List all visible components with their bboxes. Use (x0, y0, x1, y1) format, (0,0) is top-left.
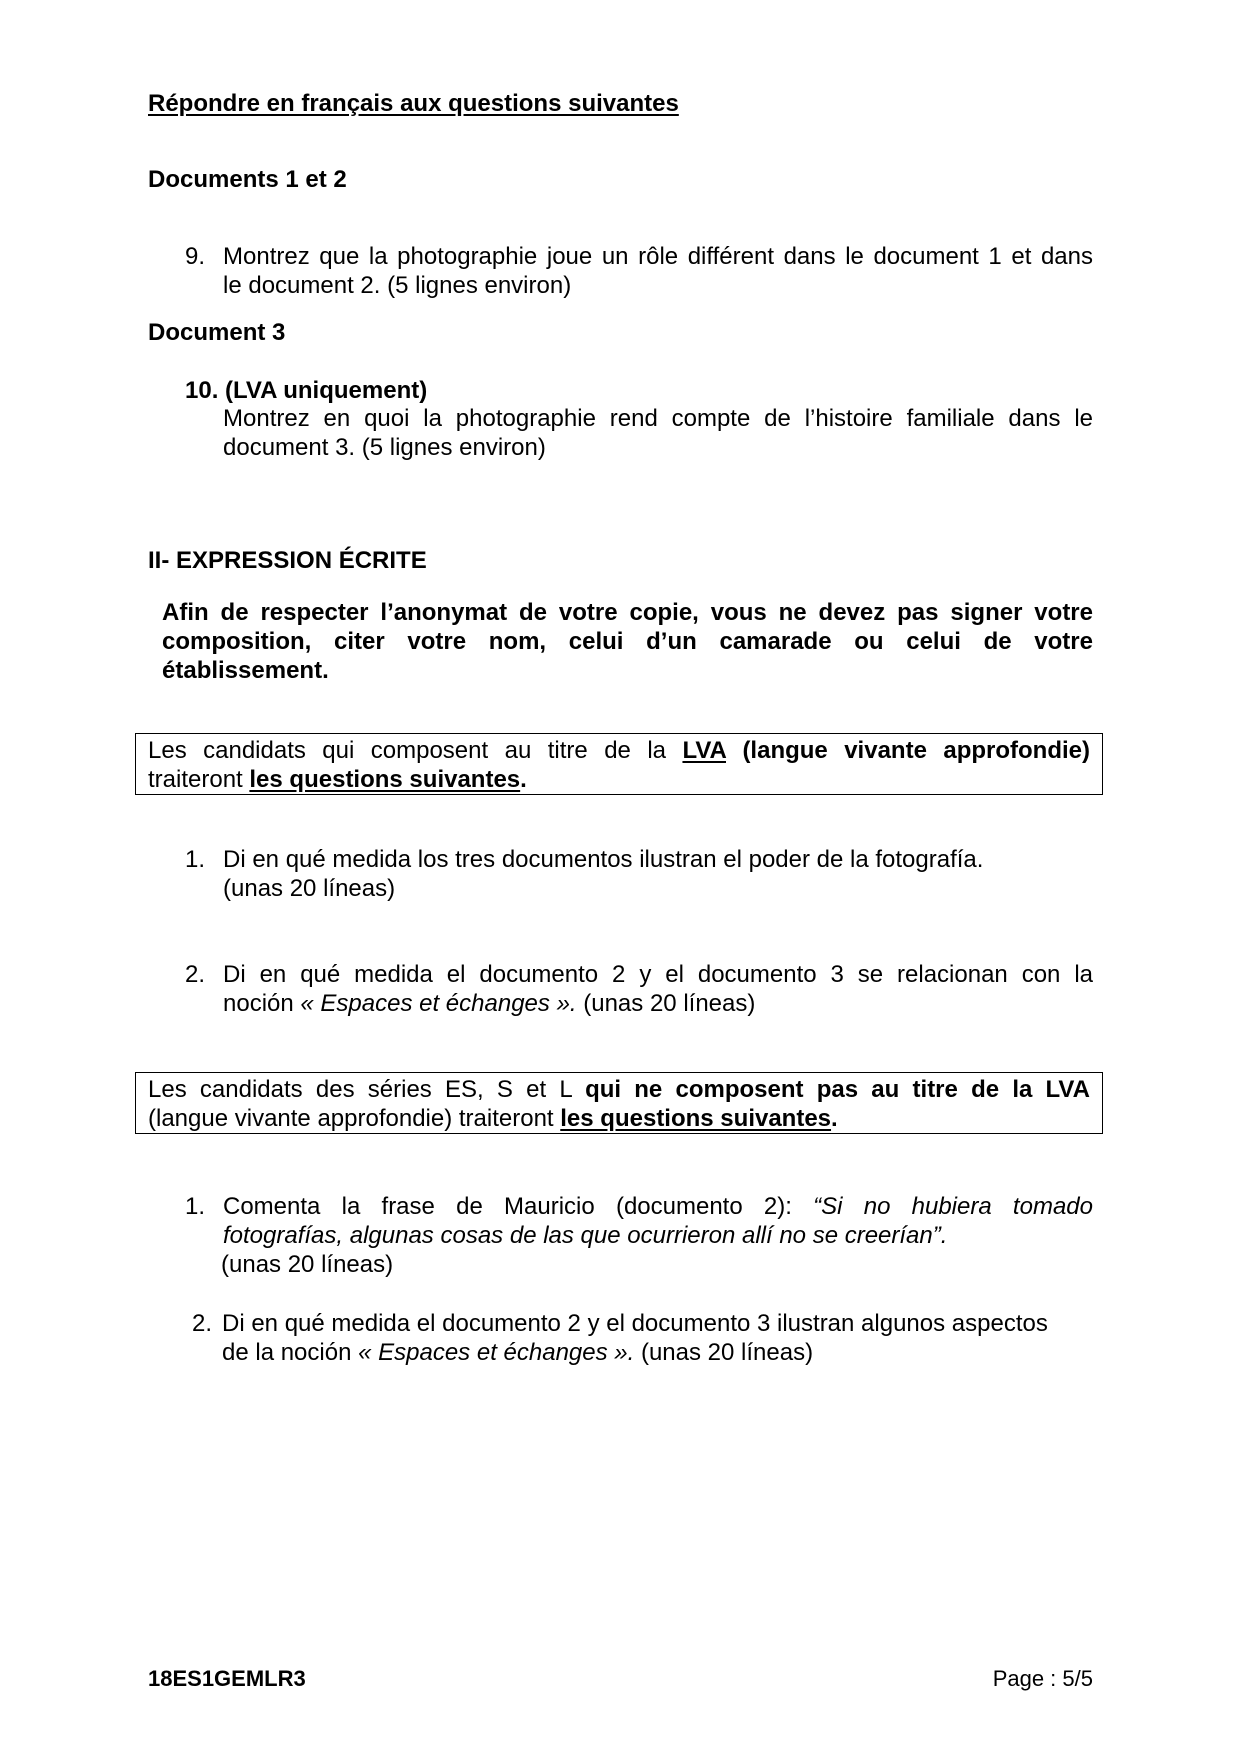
question-9-line-1: Montrez que la photographie joue un rôle différent dans le document 1 et dans (223, 243, 1093, 270)
lva-box-dot: . (520, 766, 527, 793)
non-lva-box-line-2 (148, 1104, 1090, 1133)
non-lva-box-text-1: Les candidats des séries ES, S et L (148, 1076, 586, 1103)
non-lva-question-2-number: 2. (192, 1310, 213, 1337)
lva-instruction-box (135, 733, 1103, 795)
question-10-line-2: document 3. (5 lignes environ) (223, 434, 546, 461)
lva-box-text-2: traiteront (148, 766, 250, 793)
non-lva-question-1-quote-start: “Si no hubiera tomado (813, 1193, 1093, 1220)
question-9-line-2: le document 2. (5 lignes environ) (223, 272, 572, 299)
lva-question-2-line-1: Di en qué medida el documento 2 y el documento 3 se relacionan con la (223, 961, 1093, 988)
lva-box-questions: les questions suivantes (249, 766, 521, 793)
lva-question-2-quote: « Espaces et échanges ». (300, 990, 577, 1017)
notice-line-3: établissement. (162, 657, 329, 684)
non-lva-question-1-line-2: fotografías, algunas cosas de las que ocurrieron allí no se creerían”. (223, 1222, 948, 1249)
section-document-3: Document 3 (148, 319, 286, 346)
non-lva-box-text-2: (langue vivante approfondie) traiteront (148, 1105, 561, 1132)
non-lva-question-2-quote: « Espaces et échanges ». (358, 1339, 635, 1366)
non-lva-box-bold: qui ne composent pas au titre de la LVA (585, 1076, 1090, 1103)
lva-box-lva-expansion: (langue vivante approfondie) (726, 737, 1091, 764)
non-lva-question-1-line-3: (unas 20 líneas) (221, 1251, 394, 1278)
non-lva-question-1-number: 1. (185, 1193, 206, 1220)
lva-box-line-1 (148, 736, 1090, 765)
lva-question-2-line-2 (223, 989, 755, 1018)
lva-question-2-lines: (unas 20 líneas) (576, 990, 756, 1017)
lva-box-line-2 (148, 765, 1090, 794)
non-lva-box-questions: les questions suivantes (560, 1105, 832, 1132)
notice-line-1: Afin de respecter l’anonymat de votre copie, vous ne devez pas signer votre (162, 599, 1093, 626)
lva-question-2-text: noción (223, 990, 301, 1017)
section-documents-1-2: Documents 1 et 2 (148, 166, 347, 193)
lva-question-1-number: 1. (185, 846, 206, 873)
non-lva-question-1-text: Comenta la frase de Mauricio (documento 2): (223, 1193, 814, 1220)
non-lva-box-dot: . (831, 1105, 838, 1132)
notice-line-2: composition, citer votre nom, celui d’un camarade ou celui de votre (162, 628, 1093, 655)
footer-exam-code: 18ES1GEMLR3 (148, 1666, 306, 1691)
question-10-header: 10. (LVA uniquement) (185, 377, 428, 404)
non-lva-question-1-line-1 (223, 1192, 1093, 1221)
section-expression-ecrite: II- EXPRESSION ÉCRITE (148, 547, 427, 574)
question-10-line-1: Montrez en quoi la photographie rend compte de l’histoire familiale dans le (223, 405, 1093, 432)
lva-question-2-number: 2. (185, 961, 206, 988)
question-9-number: 9. (185, 243, 206, 270)
non-lva-question-2-line-2 (222, 1338, 813, 1367)
non-lva-instruction-box (135, 1072, 1103, 1134)
non-lva-question-2-lines: (unas 20 líneas) (634, 1339, 814, 1366)
page-heading: Répondre en français aux questions suivantes (148, 90, 679, 117)
non-lva-question-2-line-1: Di en qué medida el documento 2 y el documento 3 ilustran algunos aspectos (222, 1310, 1048, 1337)
lva-box-lva: LVA (682, 737, 726, 764)
non-lva-question-2-text: de la noción (222, 1339, 359, 1366)
lva-box-text-1: Les candidats qui composent au titre de la (148, 737, 683, 764)
lva-question-1-line-1: Di en qué medida los tres documentos ilustran el poder de la fotografía. (223, 846, 984, 873)
non-lva-box-line-1 (148, 1075, 1090, 1104)
footer-page-number: Page : 5/5 (992, 1666, 1093, 1691)
lva-question-1-line-2: (unas 20 líneas) (223, 875, 396, 902)
